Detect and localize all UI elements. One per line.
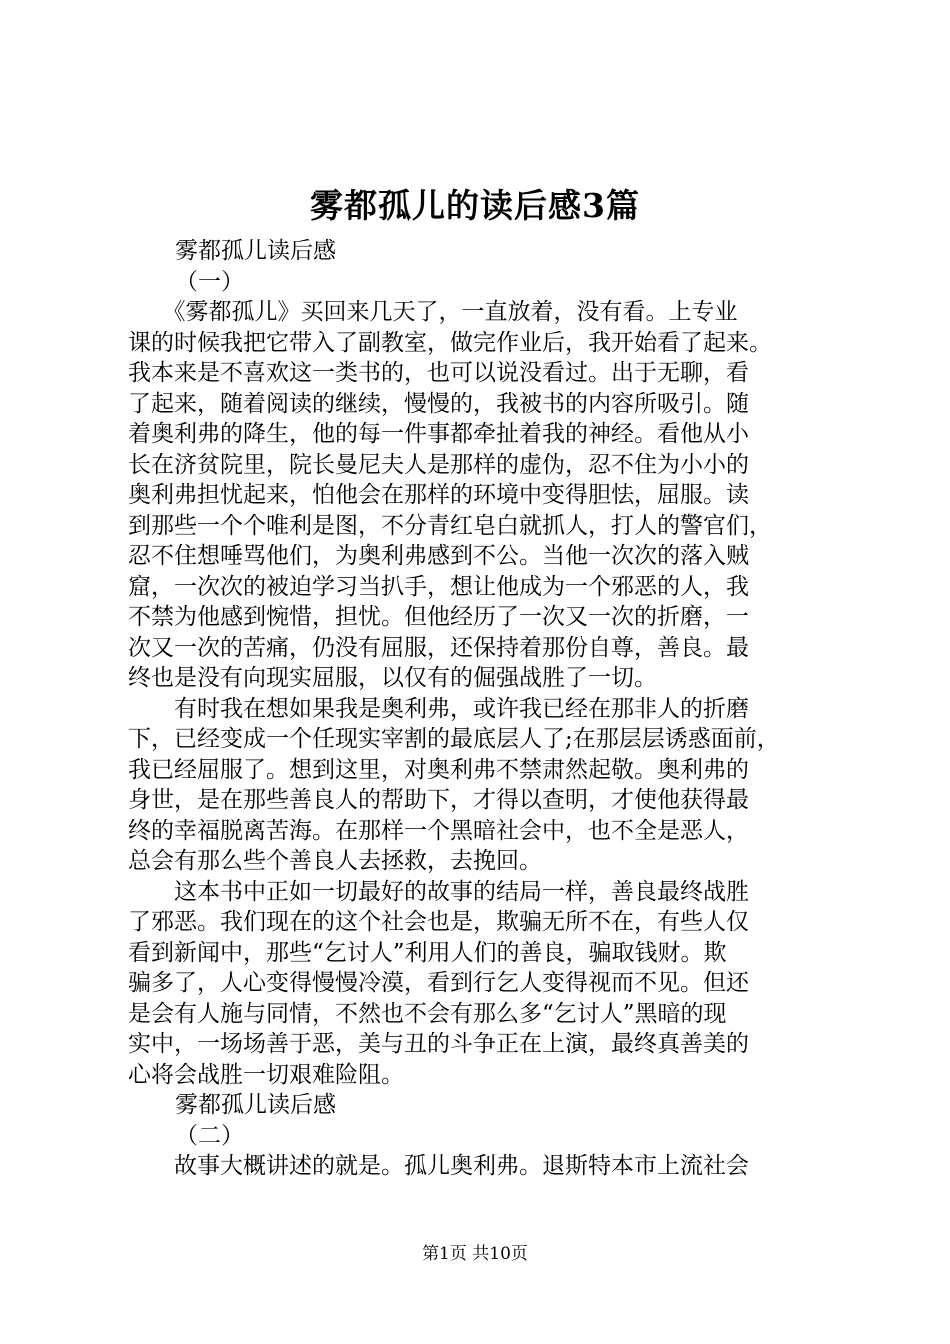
text-line: 长在济贫院里，院长曼尼夫人是那样的虚伪，忍不住为小小的 — [128, 451, 749, 478]
text-line: 忍不住想唾骂他们，为奥利弗感到不公。当他一次次的落入贼 — [128, 543, 749, 569]
text-line: 到那些一个个唯利是图，不分青红皂白就抓人，打人的警官们， — [128, 512, 772, 539]
document-body — [128, 236, 838, 1182]
text-line: 下，已经变成一个任现实宰割的最底层人了;在那层层诱惑面前， — [128, 726, 780, 752]
text-line: 着奥利弗的降生，他的每一件事都牵扯着我的神经。看他从小 — [128, 421, 749, 447]
page-footer: 第1页 共10页 — [422, 1244, 528, 1264]
text-line: 了邪恶。我们现在的这个社会也是，欺骗无所不在，有些人仅 — [128, 909, 749, 935]
text-line: 这本书中正如一切最好的故事的结局一样，善良最终战胜 — [128, 878, 749, 905]
document-title: 雾都孤儿的读后感3篇 — [310, 186, 640, 225]
text-line: 课的时候我把它带入了副教室，做完作业后，我开始看了起来。 — [128, 329, 772, 356]
paragraph — [128, 877, 838, 1091]
text-line: 我本来是不喜欢这一类书的，也可以说没看过。出于无聊，看 — [128, 360, 749, 386]
text-line: 身世，是在那些善良人的帮助下，才得以查明，才使他获得最 — [128, 787, 749, 813]
section-number: （一） — [175, 268, 244, 295]
text-line: 《雾都孤儿》买回来几天了，一直放着，没有看。上专业 — [128, 299, 738, 325]
text-line: 看到新闻中，那些“乞讨人”利用人们的善良，骗取钱财。欺 — [128, 939, 727, 966]
text-line: 总会有那么些个善良人去拯救，去挽回。 — [128, 848, 542, 874]
text-line: 心将会战胜一切艰难险阻。 — [128, 1061, 404, 1088]
section-heading: 雾都孤儿读后感 — [175, 1092, 336, 1118]
text-line: 我已经屈服了。想到这里，对奥利弗不禁肃然起敬。奥利弗的 — [128, 756, 749, 783]
paragraph — [128, 1151, 838, 1182]
text-line: 奥利弗担忧起来，怕他会在那样的环境中变得胆怯，屈服。读 — [128, 482, 749, 508]
text-line: 终的幸福脱离苦海。在那样一个黑暗社会中，也不全是恶人， — [128, 817, 749, 844]
text-line: 了起来，随着阅读的继续，慢慢的，我被书的内容所吸引。随 — [128, 390, 749, 417]
text-line: 故事大概讲述的就是。孤儿奥利弗。退斯特本市上流社会 — [128, 1153, 749, 1179]
text-line: 窟，一次次的被迫学习当扒手，想让他成为一个邪恶的人，我 — [128, 573, 749, 600]
text-line: 实中，一场场善于恶，美与丑的斗争正在上演，最终真善美的 — [128, 1031, 749, 1057]
text-line: 次又一次的苦痛，仍没有屈服，还保持着那份自尊，善良。最 — [128, 634, 749, 661]
text-line: 是会有人施与同情，不然也不会有那么多“乞讨人”黑暗的现 — [128, 1000, 727, 1027]
text-line: 有时我在想如果我是奥利弗，或许我已经在那非人的折磨 — [128, 695, 749, 722]
text-line: 不禁为他感到惋惜，担忧。但他经历了一次又一次的折磨，一 — [128, 604, 749, 630]
section-number: （二） — [175, 1122, 244, 1149]
text-line: 骗多了，人心变得慢慢冷漠，看到行乞人变得视而不见。但还 — [128, 970, 749, 996]
paragraph — [128, 694, 838, 877]
paragraph — [128, 297, 838, 694]
section-heading: 雾都孤儿读后感 — [175, 238, 336, 264]
text-line: 终也是没有向现实屈服，以仅有的倔强战胜了一切。 — [128, 665, 657, 691]
